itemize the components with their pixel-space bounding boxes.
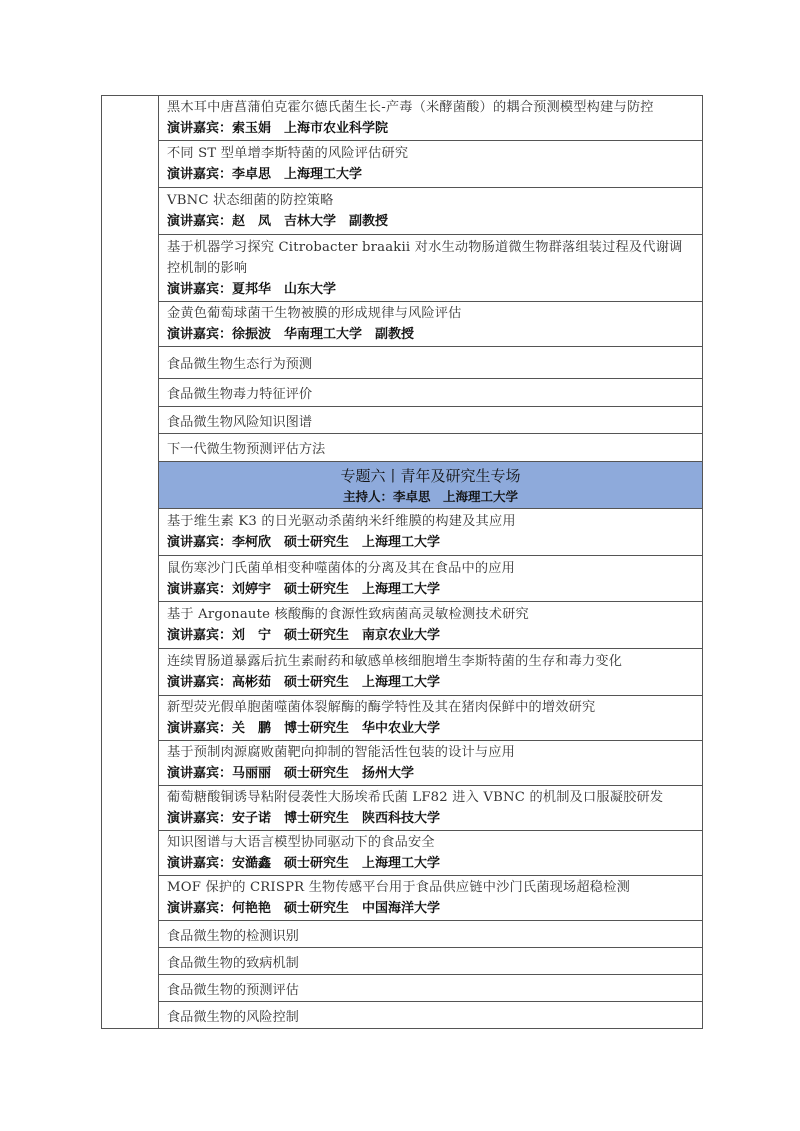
talk-cell xyxy=(159,141,703,188)
topic-cell: 食品微生物生态行为预测 xyxy=(159,347,703,379)
talk-title: 基于维生素 K3 的日光驱动杀菌纳米纤维膜的构建及其应用 xyxy=(167,514,516,529)
talk-title: 基于 Argonaute 核酸酶的食源性致病菌高灵敏检测技术研究 xyxy=(167,607,529,622)
speaker-name: 夏邦华 山东大学 xyxy=(232,281,337,297)
speaker-label: 演讲嘉宾： xyxy=(167,281,233,297)
topic-row xyxy=(102,1002,703,1029)
speaker-name: 安澔鑫 硕士研究生 上海理工大学 xyxy=(232,856,441,871)
talk-row xyxy=(102,96,703,141)
speaker-label: 演讲嘉宾： xyxy=(167,675,233,690)
topic-cell: 食品微生物毒力特征评价 xyxy=(159,379,703,407)
talk-title: 连续胃肠道暴露后抗生素耐药和敏感单核细胞增生李斯特菌的生存和毒力变化 xyxy=(167,654,623,669)
talk-row xyxy=(102,235,703,302)
talk-cell xyxy=(159,696,703,741)
talk-cell xyxy=(159,876,703,921)
speaker-line xyxy=(167,808,694,829)
topic-row xyxy=(102,975,703,1002)
talk-title: VBNC 状态细菌的防控策略 xyxy=(167,193,334,208)
topic-cell: 食品微生物的预测评估 xyxy=(159,975,703,1002)
talk-cell xyxy=(159,235,703,302)
speaker-line xyxy=(167,672,694,693)
speaker-name: 何艳艳 硕士研究生 中国海洋大学 xyxy=(232,901,441,916)
speaker-name: 马丽丽 硕士研究生 扬州大学 xyxy=(232,766,415,781)
topic-row xyxy=(102,434,703,462)
schedule-table xyxy=(101,95,703,1029)
speaker-label: 演讲嘉宾： xyxy=(167,721,233,736)
talk-cell xyxy=(159,556,703,602)
speaker-label: 演讲嘉宾： xyxy=(167,214,233,229)
talk-cell xyxy=(159,831,703,876)
talk-title: 葡萄糖酸铜诱导粘附侵袭性大肠埃希氏菌 LF82 进入 VBNC 的机制及口服凝胶研发 xyxy=(167,790,664,805)
speaker-label: 演讲嘉宾： xyxy=(167,811,233,826)
speaker-line xyxy=(167,211,694,232)
talk-cell xyxy=(159,786,703,831)
speaker-line xyxy=(167,532,694,553)
talk-title: 金黄色葡萄球菌干生物被膜的形成规律与风险评估 xyxy=(167,306,462,321)
talk-cell xyxy=(159,96,703,141)
topic-row xyxy=(102,407,703,434)
talk-row xyxy=(102,602,703,649)
speaker-line xyxy=(167,625,694,646)
speaker-name: 徐振波 华南理工大学 副教授 xyxy=(232,327,415,342)
section-title: 专题六丨青年及研究生专场 xyxy=(340,466,521,485)
talk-row xyxy=(102,831,703,876)
talk-title: 基于预制肉源腐败菌靶向抑制的智能活性包装的设计与应用 xyxy=(167,745,516,760)
speaker-label: 演讲嘉宾： xyxy=(167,167,233,182)
speaker-name: 刘婷宇 硕士研究生 上海理工大学 xyxy=(232,581,441,597)
talk-row xyxy=(102,302,703,347)
speaker-label: 演讲嘉宾： xyxy=(167,901,233,916)
speaker-label: 演讲嘉宾： xyxy=(167,856,233,871)
talk-title: MOF 保护的 CRISPR 生物传感平台用于食品供应链中沙门氏菌现场超稳检测 xyxy=(167,880,630,895)
section-header xyxy=(159,462,703,509)
talk-title: 鼠伤寒沙门氏菌单相变种噬菌体的分离及其在食品中的应用 xyxy=(167,560,516,576)
speaker-name: 赵 凤 吉林大学 副教授 xyxy=(232,214,389,229)
speaker-line xyxy=(167,279,694,300)
talk-cell xyxy=(159,741,703,786)
speaker-line xyxy=(167,164,694,185)
talk-row xyxy=(102,509,703,556)
speaker-label: 演讲嘉宾： xyxy=(167,535,233,550)
speaker-name: 安子诺 博士研究生 陕西科技大学 xyxy=(232,811,441,826)
speaker-label: 演讲嘉宾： xyxy=(167,581,233,597)
speaker-label: 演讲嘉宾： xyxy=(167,628,233,643)
speaker-label: 演讲嘉宾： xyxy=(167,121,233,136)
talk-row xyxy=(102,696,703,741)
talk-title: 黑木耳中唐菖蒲伯克霍尔德氏菌生长-产毒（米酵菌酸）的耦合预测模型构建与防控 xyxy=(167,100,654,115)
talk-row xyxy=(102,556,703,602)
talk-title: 知识图谱与大语言模型协同驱动下的食品安全 xyxy=(167,835,435,850)
speaker-name: 关 鹏 博士研究生 华中农业大学 xyxy=(232,721,441,736)
speaker-line xyxy=(167,853,694,874)
talk-cell xyxy=(159,302,703,347)
talk-row xyxy=(102,876,703,921)
talk-row xyxy=(102,786,703,831)
speaker-label: 演讲嘉宾： xyxy=(167,766,233,781)
speaker-line xyxy=(167,579,694,600)
talk-cell xyxy=(159,649,703,696)
speaker-name: 索玉娟 上海市农业科学院 xyxy=(232,121,389,136)
topic-row xyxy=(102,921,703,948)
topic-row xyxy=(102,948,703,975)
topic-cell: 食品微生物的风险控制 xyxy=(159,1002,703,1029)
speaker-name: 李卓思 上海理工大学 xyxy=(232,167,363,182)
talk-cell xyxy=(159,602,703,649)
speaker-line xyxy=(167,118,694,139)
talk-title: 基于机器学习探究 Citrobacter braakii 对水生动物肠道微生物群落组装过程及代谢调控机制的影响 xyxy=(167,239,683,276)
section-host: 主持人：李卓思 上海理工大学 xyxy=(342,488,518,504)
speaker-line xyxy=(167,763,694,784)
section-header-row xyxy=(102,462,703,509)
speaker-line xyxy=(167,718,694,739)
topic-cell: 食品微生物的检测识别 xyxy=(159,921,703,948)
talk-row xyxy=(102,188,703,235)
talk-row xyxy=(102,741,703,786)
topic-cell: 下一代微生物预测评估方法 xyxy=(159,434,703,462)
topic-cell: 食品微生物风险知识图谱 xyxy=(159,407,703,434)
talk-row xyxy=(102,141,703,188)
talk-cell xyxy=(159,188,703,235)
talk-row xyxy=(102,649,703,696)
topic-row xyxy=(102,379,703,407)
speaker-name: 刘 宁 硕士研究生 南京农业大学 xyxy=(232,628,441,643)
speaker-line xyxy=(167,898,694,919)
talk-title: 不同 ST 型单增李斯特菌的风险评估研究 xyxy=(167,146,409,161)
session-label-cell xyxy=(102,96,159,1029)
speaker-label: 演讲嘉宾： xyxy=(167,327,233,342)
speaker-name: 高彬茹 硕士研究生 上海理工大学 xyxy=(232,675,441,690)
topic-row xyxy=(102,347,703,379)
topic-cell: 食品微生物的致病机制 xyxy=(159,948,703,975)
talk-cell xyxy=(159,509,703,556)
speaker-line xyxy=(167,324,694,345)
talk-title: 新型荧光假单胞菌噬菌体裂解酶的酶学特性及其在猪肉保鲜中的增效研究 xyxy=(167,700,596,715)
speaker-name: 李柯欣 硕士研究生 上海理工大学 xyxy=(232,535,441,550)
